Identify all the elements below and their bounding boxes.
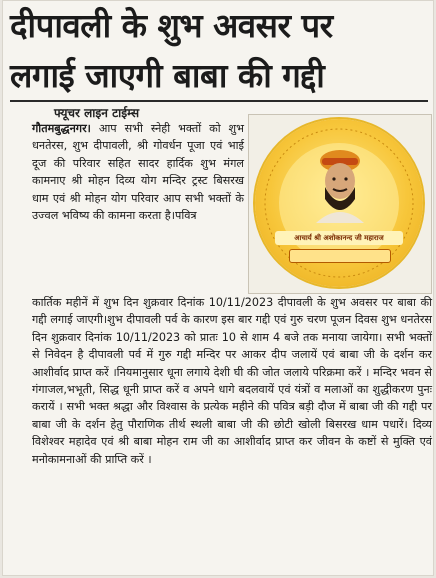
- byline: फ्यूचर लाइन टाईम्स: [54, 106, 140, 120]
- headline-line-2: लगाई जाएगी बाबा की गद्दी: [10, 56, 325, 95]
- article-column-text: [32, 120, 244, 224]
- headline-rule: [10, 100, 428, 102]
- headline-line-1: दीपावली के शुभ अवसर पर: [10, 6, 333, 45]
- photo-disc: [255, 119, 423, 287]
- column-paragraph: आप सभी स्नेही भक्तों को शुभ धनतेरस, शुभ दीपावली, श्री गोवर्धन पूजा एवं भाई दूज की परिवार सहित सादर हार्दिक शुभ मंगल कामनाए श्री मोहन दिव्य योग मन्दिर ट्रस्ट बिसरख धाम एवं श्री मोहन योग परिवार आप सभी भक्तों के उज्वल भविष्य की कामना करता है।पवित्र: [32, 122, 245, 223]
- photo-sub-plate: [289, 249, 391, 263]
- article-photo: [248, 114, 432, 294]
- photo-name-plate: आचार्य श्री अशोकानन्द जी महाराज: [275, 231, 403, 245]
- dateline: गौतमबुद्धनगर।: [32, 122, 91, 135]
- newspaper-clipping: [2, 0, 434, 576]
- article-full-text: कार्तिक महीनें में शुभ दिन शुक्रवार दिनांक 10/11/2023 दीपावली के शुभ अवसर पर बाबा की गद्दी लगाई जाएगी।शुभ दीपावली पर्व के कारण इस बार गद्दी एवं गुरु चरण पूजन दिवस शुभ धनतेरस दिन शुक्रवार दिनांक 10/11/2023 को प्रातः 10 से शाम 4 बजे तक मनाया जायेगा। सभी भक्तों से निवेदन है दीपावली पर्व में गुरु गद्दी मन्दिर पर आकर दीप जलायें एवं बाबा जी के दर्शन कर आशीर्वाद प्राप्त करें ।नियमानुसार धूना लगाये देशी घी की जोत जलाये परिक्रमा करें । मन्दिर भवन से गंगाजल,भभूती, सिद्ध धूनी प्राप्त करें व अपने धागे बदलवायें एवं यंत्रों व मलाओं का शुद्धीकरण पुनः करायें । सभी भक्त श्रद्धा और विश्वास के प्रत्येक महीने की पवित्र बड़ी दौज में बाबा जी की गद्दी पर बाबा जी के दर्शन हेतु पौराणिक तीर्थ स्थली बाबा जी की छोटी खोली बिसरख धाम पधारें। दिव्य विशेश्वर महादेव एवं श्री बाबा मोहन राम जी का आशीर्वाद प्राप्त कर जीवन के कष्टों से मुक्ति एवं मनोकामनाओं की प्राप्ति करें ।: [32, 296, 432, 466]
- portrait-icon: [311, 149, 369, 223]
